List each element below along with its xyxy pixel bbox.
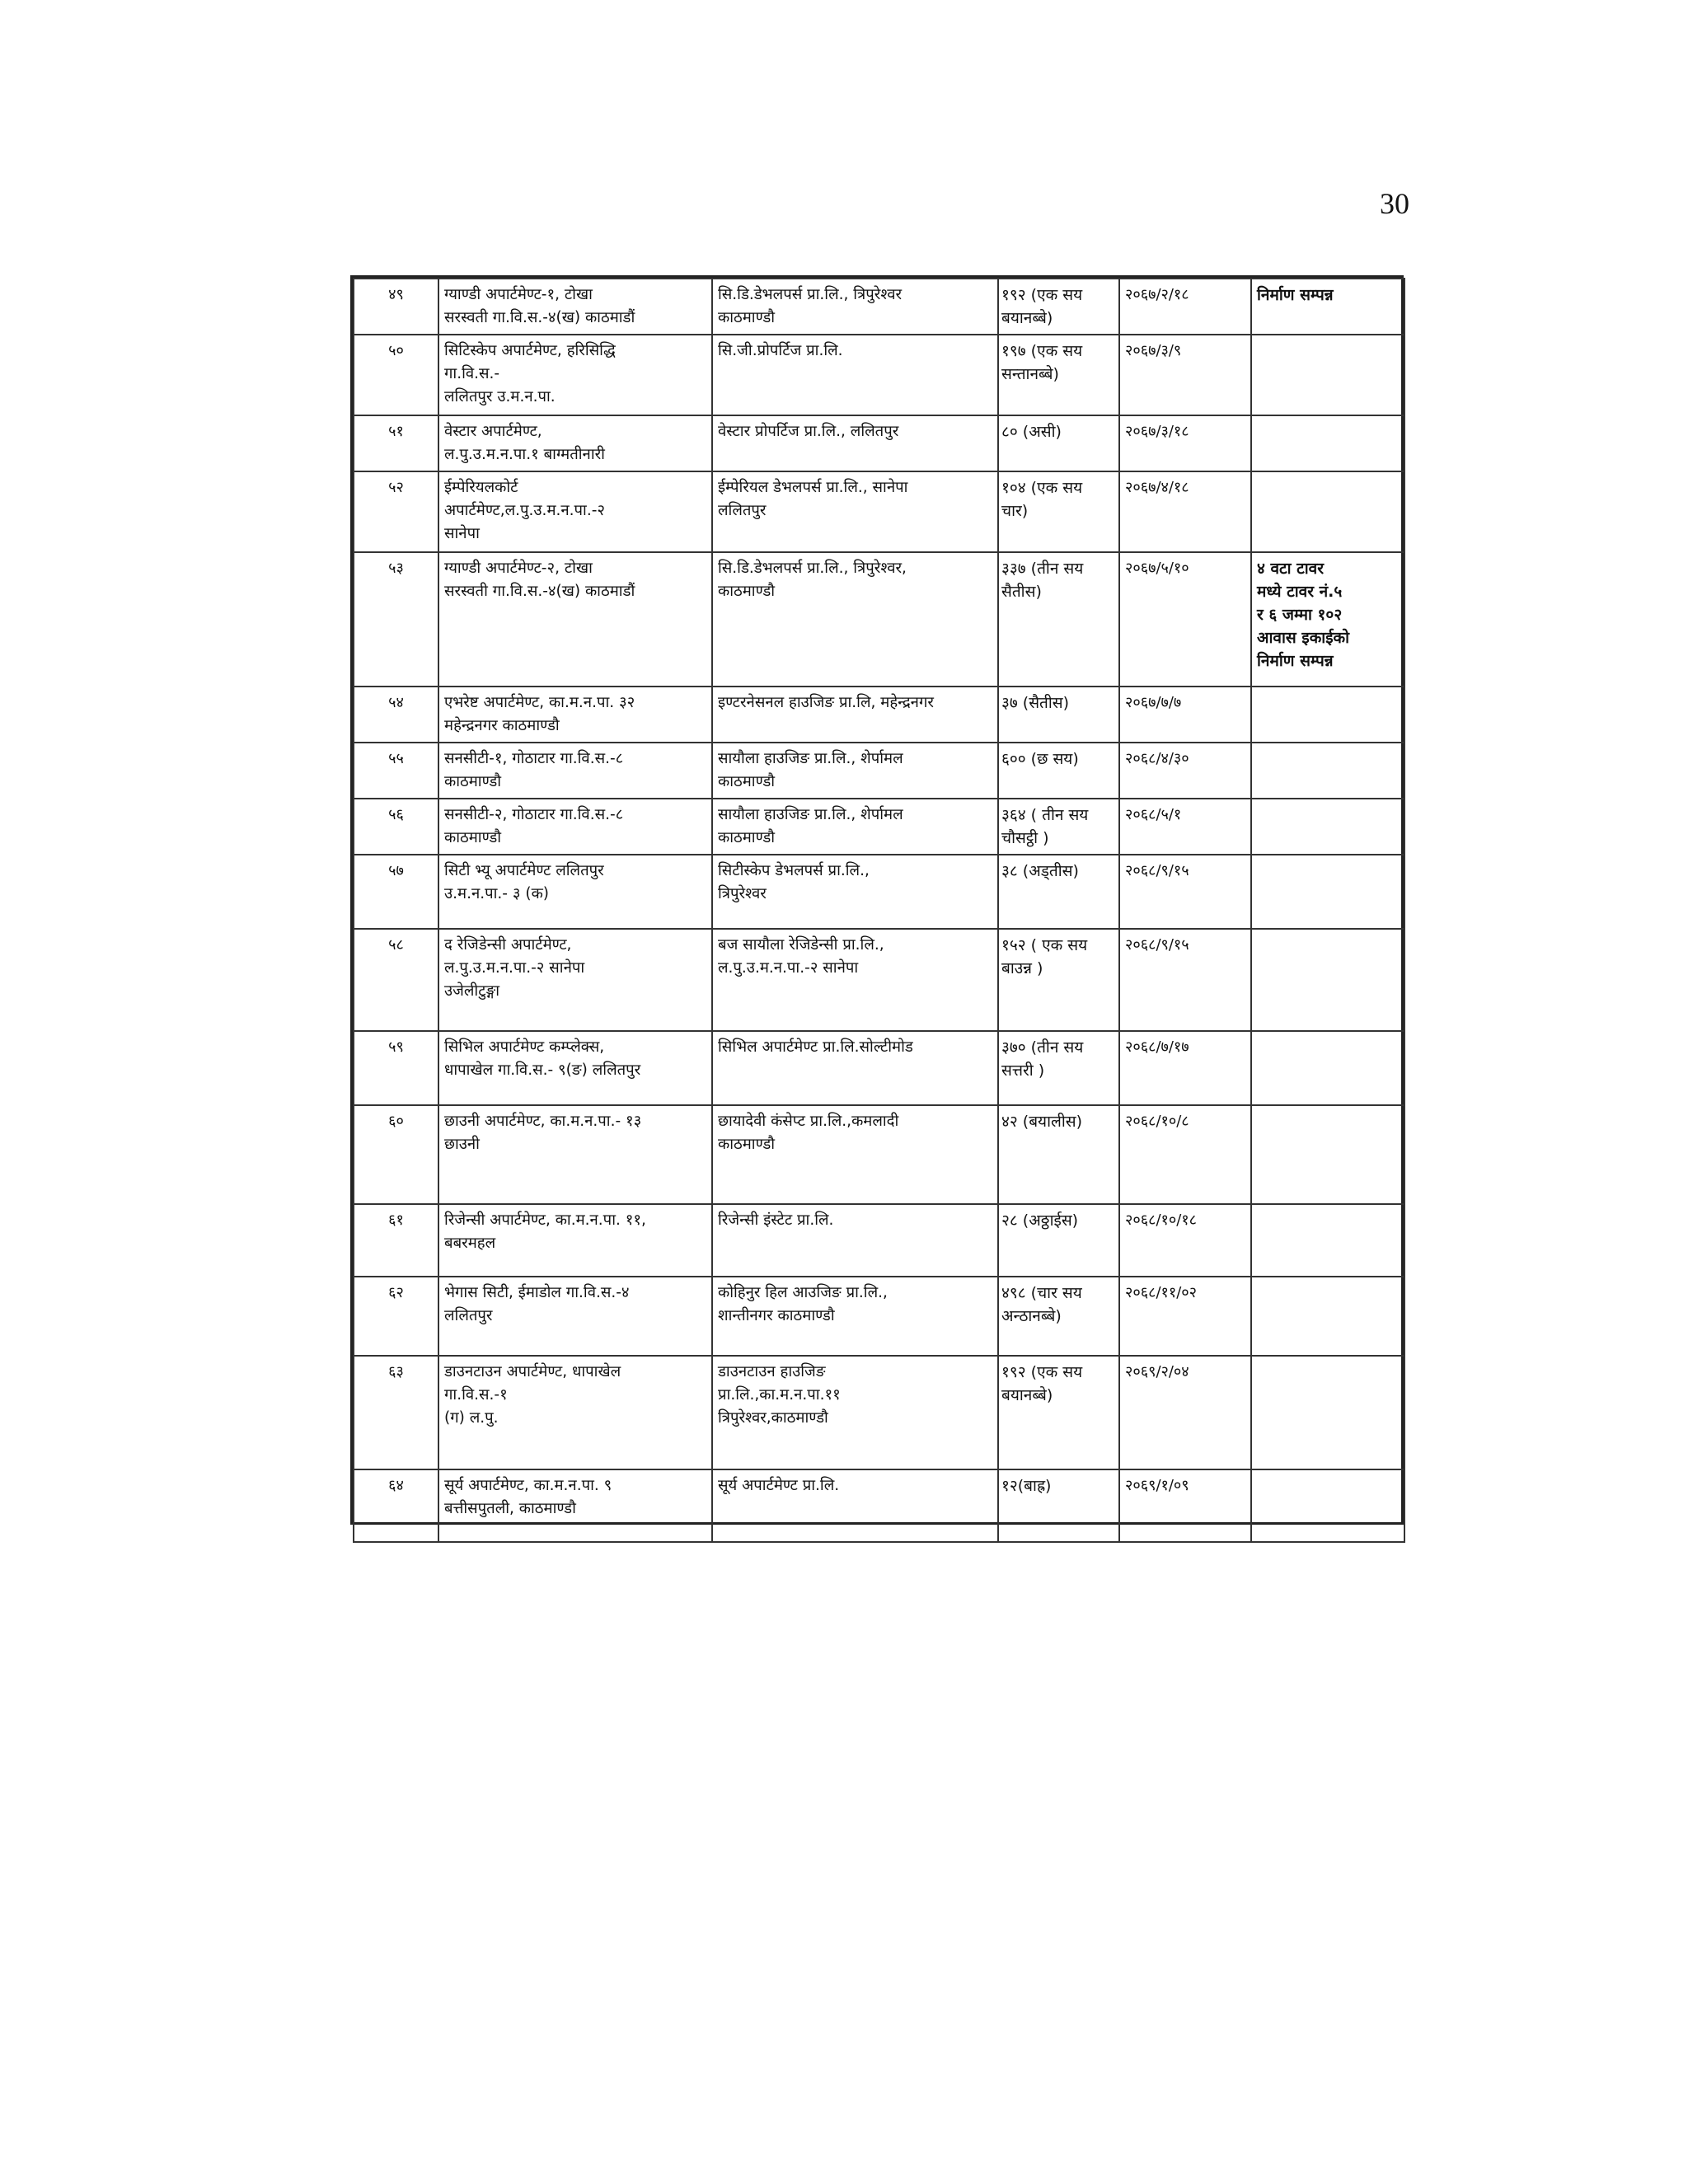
remark-cell-text: ४ वटा टावर मध्ये टावर नं.५ र ६ जम्मा १०२ आवास इकाईको निर्माण सम्पन्न <box>1257 560 1350 670</box>
date-cell-text: २०६८/९/१५ <box>1125 862 1189 879</box>
remark-cell-text: निर्माण सम्पन्न <box>1257 286 1334 304</box>
units-cell-text: १९७ (एक सय सन्तानब्बे) <box>1001 342 1083 383</box>
company-cell <box>712 799 998 855</box>
company-cell-text: सायौला हाउजिङ प्रा.लि., शेर्पामल काठमाण्डौ <box>718 750 903 790</box>
units-cell <box>998 335 1119 415</box>
remark-cell <box>1251 471 1404 552</box>
company-cell-text: ईम्पेरियल डेभलपर्स प्रा.लि., सानेपा ललितपुर <box>718 479 908 519</box>
table-row <box>354 279 1404 335</box>
units-cell-text: १२(बाह्र) <box>1001 1477 1052 1495</box>
units-cell <box>998 1277 1119 1356</box>
date-cell-text: २०६८/४/३० <box>1125 750 1189 767</box>
serial-number-cell-text: ५० <box>388 342 404 359</box>
company-cell-text: सि.डि.डेभलपर्स प्रा.लि., त्रिपुरेश्वर काठमाण्डौ <box>718 286 903 326</box>
apartment-name-cell <box>438 335 712 415</box>
date-cell <box>1119 743 1251 799</box>
units-cell <box>998 1356 1119 1469</box>
company-cell <box>712 279 998 335</box>
serial-number-cell <box>354 1277 438 1356</box>
serial-number-cell-text: ६४ <box>388 1477 404 1494</box>
company-cell-text: सि.डि.डेभलपर्स प्रा.लि., त्रिपुरेश्वर, काठमाण्डौ <box>718 560 907 600</box>
company-cell-text: रिजेन्सी इंस्टेट प्रा.लि. <box>718 1212 834 1229</box>
apartment-name-cell-text: एभरेष्ट अपार्टमेण्ट, का.म.न.पा. ३२ महेन्द्रनगर काठमाण्डौ <box>444 694 635 734</box>
apartment-name-cell-text: डाउनटाउन अपार्टमेण्ट, धापाखेल गा.वि.स.-१ (ग) ल.पु. <box>444 1363 621 1427</box>
table-row <box>354 743 1404 799</box>
date-cell <box>1119 279 1251 335</box>
company-cell <box>712 743 998 799</box>
company-cell <box>712 471 998 552</box>
units-cell <box>998 1204 1119 1277</box>
date-cell <box>1119 929 1251 1031</box>
units-cell-text: ६०० (छ सय) <box>1001 750 1079 768</box>
remark-cell <box>1251 929 1404 1031</box>
date-cell-text: २०६७/३/९ <box>1125 342 1182 359</box>
date-cell-text: २०६७/५/१० <box>1125 560 1189 577</box>
date-cell <box>1119 415 1251 471</box>
date-cell-text: २०६७/४/१८ <box>1125 479 1189 496</box>
date-cell-text: २०६८/१०/८ <box>1125 1113 1189 1130</box>
table-row <box>354 552 1404 687</box>
remark-cell <box>1251 415 1404 471</box>
date-cell-text: २०६७/२/१८ <box>1125 286 1189 303</box>
apartment-table-grid <box>353 278 1405 1543</box>
remark-cell <box>1251 1469 1404 1542</box>
apartment-name-cell-text: सनसीटी-१, गोठाटार गा.वि.स.-८ काठमाण्डौ <box>444 750 624 790</box>
apartment-name-cell-text: वेस्टार अपार्टमेण्ट, ल.पु.उ.म.न.पा.१ बाग्मतीनारी <box>444 423 605 463</box>
remark-cell <box>1251 855 1404 929</box>
serial-number-cell-text: ४९ <box>388 286 404 303</box>
units-cell-text: ३३७ (तीन सय सैतीस) <box>1001 560 1084 601</box>
company-cell-text: सिटीस्केप डेभलपर्स प्रा.लि., त्रिपुरेश्वर <box>718 862 870 902</box>
company-cell <box>712 855 998 929</box>
table-row <box>354 799 1404 855</box>
remark-cell <box>1251 279 1404 335</box>
apartment-table <box>350 275 1404 1525</box>
date-cell-text: २०६८/७/१७ <box>1125 1038 1189 1056</box>
date-cell <box>1119 1277 1251 1356</box>
company-cell <box>712 1031 998 1105</box>
apartment-name-cell-text: सूर्य अपार्टमेण्ट, का.म.न.पा. ९ बत्तीसपुतली, काठमाण्डौ <box>444 1477 612 1517</box>
remark-cell <box>1251 1105 1404 1204</box>
serial-number-cell-text: ५१ <box>388 423 404 440</box>
serial-number-cell-text: ५२ <box>388 479 404 496</box>
units-cell <box>998 415 1119 471</box>
remark-cell <box>1251 1204 1404 1277</box>
remark-cell <box>1251 1031 1404 1105</box>
units-cell-text: २८ (अठ्ठाईस) <box>1001 1212 1079 1230</box>
apartment-name-cell <box>438 929 712 1031</box>
date-cell-text: २०६९/२/०४ <box>1125 1363 1189 1380</box>
apartment-name-cell <box>438 552 712 687</box>
date-cell <box>1119 687 1251 743</box>
serial-number-cell <box>354 855 438 929</box>
date-cell-text: २०६७/३/१८ <box>1125 423 1189 440</box>
serial-number-cell <box>354 415 438 471</box>
company-cell-text: छायादेवी कंसेप्ट प्रा.लि.,कमलादी काठमाण्डौ <box>718 1113 899 1153</box>
units-cell <box>998 552 1119 687</box>
units-cell-text: १५२ ( एक सय बाउन्न ) <box>1001 936 1088 977</box>
company-cell <box>712 552 998 687</box>
serial-number-cell <box>354 1204 438 1277</box>
apartment-name-cell-text: सिभिल अपार्टमेण्ट कम्प्लेक्स, धापाखेल गा.वि.स.- ९(ङ) ललितपुर <box>444 1038 641 1079</box>
date-cell-text: २०६८/१०/१८ <box>1125 1212 1198 1229</box>
company-cell-text: डाउनटाउन हाउजिङ प्रा.लि.,का.म.न.पा.११ त्रिपुरेश्वर,काठमाण्डौ <box>718 1363 841 1427</box>
company-cell-text: कोहिनुर हिल आउजिङ प्रा.लि., शान्तीनगर काठमाण्डौ <box>718 1284 888 1324</box>
units-cell <box>998 471 1119 552</box>
serial-number-cell-text: ५४ <box>388 694 404 711</box>
serial-number-cell <box>354 1356 438 1469</box>
apartment-name-cell-text: रिजेन्सी अपार्टमेण्ट, का.म.न.पा. ११, बबरमहल <box>444 1212 646 1252</box>
units-cell <box>998 1031 1119 1105</box>
units-cell <box>998 279 1119 335</box>
date-cell-text: २०६८/५/१ <box>1125 806 1182 823</box>
date-cell <box>1119 1031 1251 1105</box>
units-cell-text: १९२ (एक सय बयानब्बे) <box>1001 1363 1083 1404</box>
table-row <box>354 1469 1404 1542</box>
date-cell <box>1119 1204 1251 1277</box>
apartment-name-cell <box>438 471 712 552</box>
serial-number-cell <box>354 1469 438 1542</box>
date-cell-text: २०६७/७/७ <box>1125 694 1182 711</box>
serial-number-cell <box>354 799 438 855</box>
units-cell-text: ३७ (सैतीस) <box>1001 694 1070 712</box>
date-cell <box>1119 471 1251 552</box>
apartment-name-cell-text: सिटी भ्यू अपार्टमेण्ट ललितपुर उ.म.न.पा.- ३ (क) <box>444 862 604 902</box>
page-number: 30 <box>1380 187 1409 220</box>
company-cell-text: सिभिल अपार्टमेण्ट प्रा.लि.सोल्टीमोड <box>718 1038 913 1056</box>
apartment-name-cell-text: ग्याण्डी अपार्टमेण्ट-१, टोखा सरस्वती गा.वि.स.-४(ख) काठमाडौं <box>444 286 635 326</box>
date-cell <box>1119 1469 1251 1542</box>
serial-number-cell <box>354 335 438 415</box>
serial-number-cell-text: ५३ <box>388 560 404 577</box>
date-cell <box>1119 1356 1251 1469</box>
serial-number-cell-text: ५८ <box>388 936 404 954</box>
serial-number-cell-text: ६३ <box>388 1363 404 1380</box>
units-cell-text: ८० (असी) <box>1001 423 1062 441</box>
remark-cell <box>1251 335 1404 415</box>
date-cell-text: २०६९/१/०९ <box>1125 1477 1189 1494</box>
serial-number-cell-text: ६२ <box>388 1284 404 1301</box>
apartment-name-cell <box>438 279 712 335</box>
table-row <box>354 929 1404 1031</box>
units-cell <box>998 1469 1119 1542</box>
units-cell-text: १०४ (एक सय चार) <box>1001 479 1083 520</box>
units-cell-text: ४९८ (चार सय अन्ठानब्बे) <box>1001 1284 1082 1325</box>
units-cell <box>998 855 1119 929</box>
company-cell <box>712 687 998 743</box>
company-cell <box>712 415 998 471</box>
serial-number-cell-text: ६० <box>388 1113 404 1130</box>
serial-number-cell <box>354 1105 438 1204</box>
serial-number-cell-text: ५६ <box>388 806 404 823</box>
units-cell-text: १९२ (एक सय बयानब्बे) <box>1001 286 1083 327</box>
company-cell <box>712 1356 998 1469</box>
company-cell <box>712 1469 998 1542</box>
table-row <box>354 1031 1404 1105</box>
serial-number-cell <box>354 279 438 335</box>
table-row <box>354 1277 1404 1356</box>
company-cell-text: इण्टरनेसनल हाउजिङ प्रा.लि, महेन्द्रनगर <box>718 694 934 711</box>
apartment-name-cell <box>438 1469 712 1542</box>
serial-number-cell-text: ५९ <box>388 1038 404 1056</box>
table-row <box>354 471 1404 552</box>
table-row <box>354 1204 1404 1277</box>
apartment-name-cell <box>438 1105 712 1204</box>
date-cell-text: २०६८/११/०२ <box>1125 1284 1198 1301</box>
units-cell <box>998 929 1119 1031</box>
units-cell <box>998 1105 1119 1204</box>
serial-number-cell <box>354 552 438 687</box>
serial-number-cell-text: ५७ <box>388 862 404 879</box>
units-cell-text: ४२ (बयालीस) <box>1001 1113 1083 1131</box>
date-cell-text: २०६८/९/१५ <box>1125 936 1189 954</box>
units-cell <box>998 687 1119 743</box>
units-cell-text: ३८ (अड्तीस) <box>1001 862 1079 880</box>
units-cell-text: ३७० (तीन सय सत्तरी ) <box>1001 1038 1084 1080</box>
remark-cell <box>1251 1356 1404 1469</box>
date-cell <box>1119 1105 1251 1204</box>
company-cell <box>712 1204 998 1277</box>
apartment-name-cell-text: सिटिस्केप अपार्टमेण्ट, हरिसिद्धि गा.वि.स.- ललितपुर उ.म.न.पा. <box>444 342 616 405</box>
company-cell-text: सि.जी.प्रोपर्टिज प्रा.लि. <box>718 342 843 359</box>
remark-cell <box>1251 799 1404 855</box>
company-cell-text: सायौला हाउजिङ प्रा.लि., शेर्पामल काठमाण्डौ <box>718 806 903 846</box>
date-cell <box>1119 855 1251 929</box>
apartment-name-cell <box>438 855 712 929</box>
apartment-name-cell <box>438 687 712 743</box>
apartment-name-cell-text: ग्याण्डी अपार्टमेण्ट-२, टोखा सरस्वती गा.वि.स.-४(ख) काठमाडौं <box>444 560 635 600</box>
serial-number-cell <box>354 743 438 799</box>
company-cell <box>712 1277 998 1356</box>
serial-number-cell <box>354 687 438 743</box>
serial-number-cell-text: ६१ <box>388 1212 404 1229</box>
apartment-name-cell-text: सनसीटी-२, गोठाटार गा.वि.स.-८ काठमाण्डौ <box>444 806 624 846</box>
company-cell <box>712 929 998 1031</box>
serial-number-cell <box>354 471 438 552</box>
table-row <box>354 855 1404 929</box>
company-cell-text: बज सायौला रेजिडेन्सी प्रा.लि., ल.पु.उ.म.न.पा.-२ सानेपा <box>718 936 884 977</box>
company-cell-text: सूर्य अपार्टमेण्ट प्रा.लि. <box>718 1477 840 1494</box>
serial-number-cell <box>354 1031 438 1105</box>
apartment-name-cell <box>438 1277 712 1356</box>
remark-cell <box>1251 687 1404 743</box>
date-cell <box>1119 552 1251 687</box>
table-row <box>354 1356 1404 1469</box>
units-cell <box>998 743 1119 799</box>
table-row <box>354 687 1404 743</box>
remark-cell <box>1251 1277 1404 1356</box>
date-cell <box>1119 335 1251 415</box>
apartment-name-cell <box>438 1204 712 1277</box>
apartment-name-cell <box>438 743 712 799</box>
apartment-name-cell <box>438 1356 712 1469</box>
serial-number-cell-text: ५५ <box>388 750 404 767</box>
table-row <box>354 415 1404 471</box>
remark-cell <box>1251 552 1404 687</box>
date-cell <box>1119 799 1251 855</box>
apartment-name-cell <box>438 1031 712 1105</box>
apartment-name-cell-text: भेगास सिटी, ईमाडोल गा.वि.स.-४ ललितपुर <box>444 1284 630 1324</box>
table-row <box>354 335 1404 415</box>
table-row <box>354 1105 1404 1204</box>
company-cell <box>712 335 998 415</box>
remark-cell <box>1251 743 1404 799</box>
units-cell-text: ३६४ ( तीन सय चौसट्ठी ) <box>1001 806 1089 847</box>
serial-number-cell <box>354 929 438 1031</box>
units-cell <box>998 799 1119 855</box>
apartment-name-cell <box>438 799 712 855</box>
apartment-name-cell-text: छाउनी अपार्टमेण्ट, का.म.न.पा.- १३ छाउनी <box>444 1113 642 1153</box>
company-cell-text: वेस्टार प्रोपर्टिज प्रा.लि., ललितपुर <box>718 423 899 440</box>
apartment-name-cell-text: द रेजिडेन्सी अपार्टमेण्ट, ल.पु.उ.म.न.पा.-२ सानेपा उजेलीटुङ्गा <box>444 936 585 1000</box>
apartment-name-cell <box>438 415 712 471</box>
company-cell <box>712 1105 998 1204</box>
apartment-name-cell-text: ईम्पेरियलकोर्ट अपार्टमेण्ट,ल.पु.उ.म.न.पा.-२ सानेपा <box>444 479 606 542</box>
